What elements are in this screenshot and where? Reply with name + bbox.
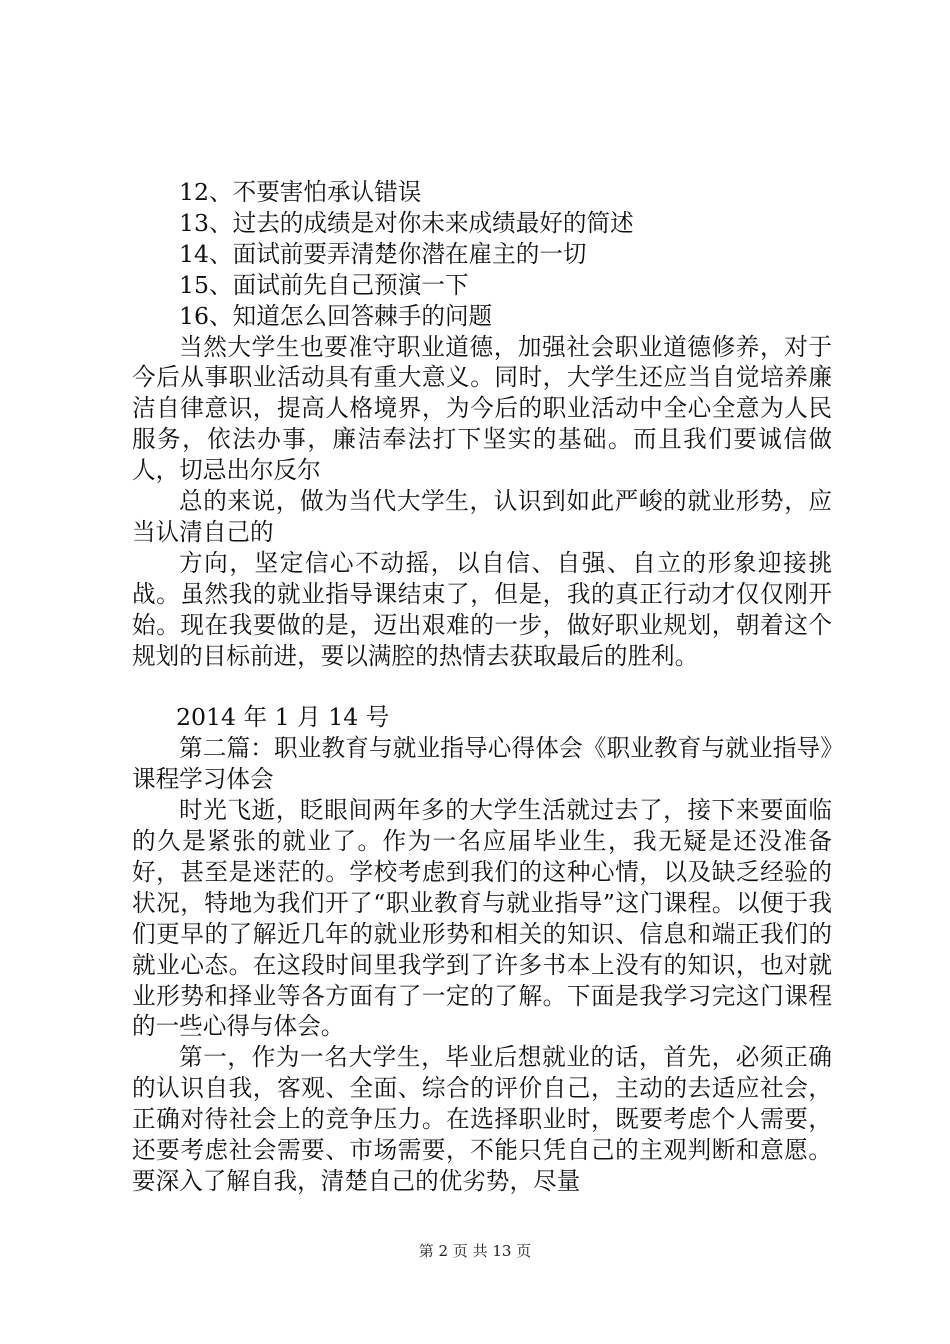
paragraph-intro: 时光飞逝，眨眼间两年多的大学生活就过去了，接下来要面临的久是紧张的就业了。作为一名应届毕业生，我无疑是还没准备好，甚至是迷茫的。学校考虑到我们的这种心情，以及缺乏经验的状况，特地为我们开了“职业教育与就业指导”这门课程。以便于我们更早的了解近几年的就业形势和相关的知识、信息和端正我们的就业心态。在这段时间里我学到了许多书本上没有的知识，也对就业形势和择业等各方面有了一定的了解。下面是我学习完这门课程的一些心得与体会。 <box>132 796 832 1041</box>
page-footer: 第 2 页 共 13 页 <box>418 1242 532 1260</box>
list-item: 16、知道怎么回答棘手的问题 <box>179 301 493 330</box>
list-item: 15、面试前先自己预演一下 <box>179 270 469 299</box>
document-body <box>132 177 832 1197</box>
list-item: 12、不要害怕承认错误 <box>179 178 422 206</box>
paragraph-direction: 方向，坚定信心不动摇，以自信、自强、自立的形象迎接挑战。虽然我的就业指导课结束了，但是，我的真正行动才仅仅刚开始。现在我要做的是，迈出艰难的一步，做好职业规划，朝着这个规划的目标前进，要以满腔的热情去获取最后的胜利。 <box>132 548 832 670</box>
section-title: 第二篇：职业教育与就业指导心得体会《职业教育与就业指导》课程学习体会 <box>132 734 832 794</box>
list-item: 13、过去的成绩是对你未来成绩最好的简述 <box>179 208 634 237</box>
list-item: 14、面试前要弄清楚你潜在雇主的一切 <box>179 239 587 268</box>
blank-line <box>132 672 832 703</box>
date-line: 2014 年 1 月 14 号 <box>176 703 390 732</box>
paragraph-summary: 总的来说，做为当代大学生，认识到如此严峻的就业形势，应当认清自己的 <box>132 487 832 546</box>
paragraph-ethics: 当然大学生也要准守职业道德，加强社会职业道德修养，对于今后从事职业活动具有重大意义。同时，大学生还应当自觉培养廉洁自律意识，提高人格境界，为今后的职业活动中全心全意为人民服务，依法办事，廉洁奉法打下坚实的基础。而且我们要诚信做人，切忌出尔反尔 <box>132 332 832 485</box>
paragraph-first-point: 第一，作为一名大学生，毕业后想就业的话，首先，必须正确的认识自我，客观、全面、综合的评价自己，主动的去适应社会，正确对待社会上的竞争压力。在选择职业时，既要考虑个人需要，还要考虑社会需要、市场需要，不能只凭自己的主观判断和意愿。要深入了解自我，清楚自己的优劣势，尽量 <box>132 1043 832 1195</box>
